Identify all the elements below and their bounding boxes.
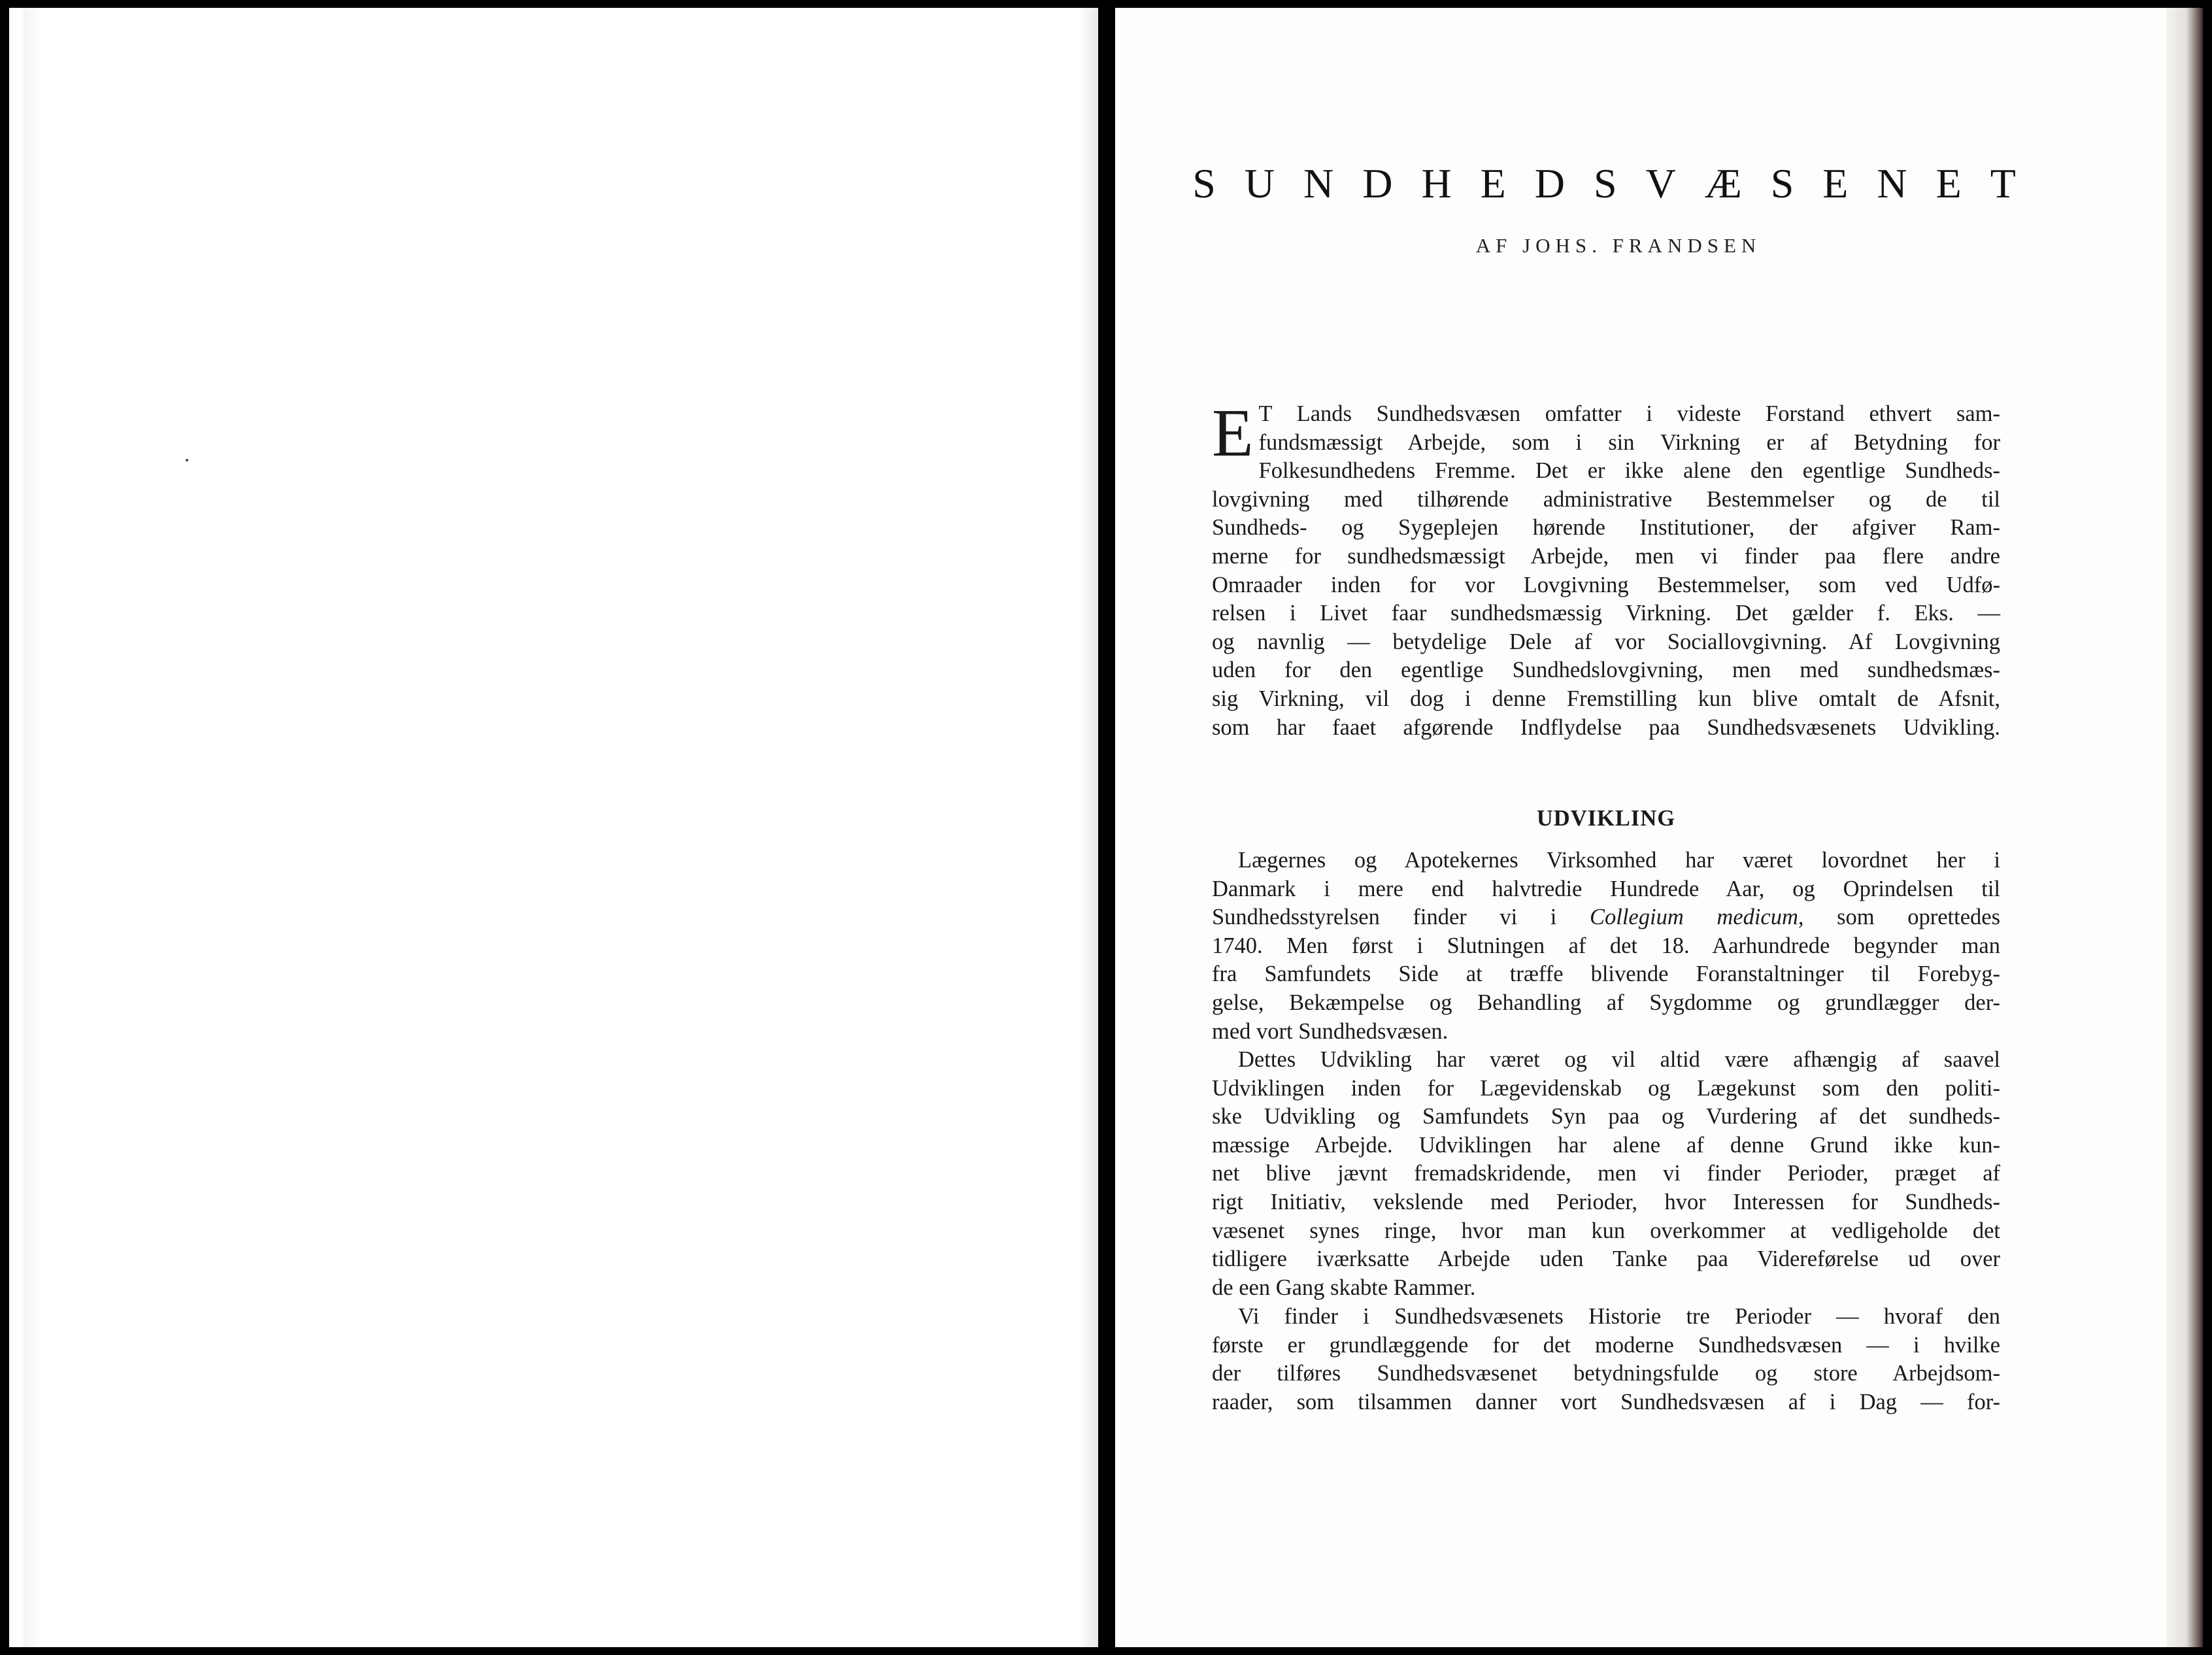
text-fragment: , som oprettedes xyxy=(1798,905,2000,930)
page-edge-shadow xyxy=(24,8,41,1647)
text-line: 1740. Men først i Slutningen af det 18. Aarhundrede begynder man xyxy=(1212,933,2000,958)
text-line: Sundheds- og Sygeplejen hørende Institutioner, der afgiver Ram- xyxy=(1212,515,2000,541)
text-line: fra Samfundets Side at træffe blivende Foranstaltninger til Forebyg- xyxy=(1212,961,2000,987)
page-title: SUNDHEDSVÆSENET xyxy=(1192,160,2045,207)
text-line: som har faaet afgørende Indflydelse paa Sundhedsvæsenets Udvikling. xyxy=(1212,714,2000,740)
right-page xyxy=(1115,8,2203,1647)
text-line: raader, som tilsammen danner vort Sundhedsvæsen af i Dag — for- xyxy=(1212,1389,2000,1414)
text-line: tidligere iværksatte Arbejde uden Tanke paa Videreførelse ud over xyxy=(1212,1246,2000,1272)
text-line: der tilføres Sundhedsvæsenet betydningsfulde og store Arbejdsom- xyxy=(1212,1361,2000,1386)
text-line: Omraader inden for vor Lovgivning Bestemmelser, som ved Udfø- xyxy=(1212,572,2000,597)
text-line: gelse, Bekæmpelse og Behandling af Sygdomme og grundlægger der- xyxy=(1212,990,2000,1015)
text-line: og navnlig — betydelige Dele af vor Sociallovgivning. Af Lovgivning xyxy=(1212,629,2000,654)
text-line: relsen i Livet faar sundhedsmæssig Virkning. Det gælder f. Eks. — xyxy=(1212,601,2000,626)
text-line: merne for sundhedsmæssigt Arbejde, men vi finder paa flere andre xyxy=(1212,543,2000,569)
text-line: med vort Sundhedsvæsen. xyxy=(1212,1018,1449,1044)
body-paragraph-3 xyxy=(1212,1303,2000,1416)
text-line: Folkesundhedens Fremme. Det er ikke alene den egentlige Sundheds- xyxy=(1258,458,2000,484)
text-line: lovgivning med tilhørende administrative Bestemmelser og de til xyxy=(1212,486,2000,512)
text-line: de een Gang skabte Rammer. xyxy=(1212,1275,1476,1300)
text-line: Danmark i mere end halvtredie Hundrede Aar, og Oprindelsen til xyxy=(1212,876,2000,901)
text-fragment: Sundhedsstyrelsen finder vi i xyxy=(1212,905,1590,930)
text-line: ske Udvikling og Samfundets Syn paa og Vurdering af det sundheds- xyxy=(1212,1104,2000,1129)
body-paragraph-1 xyxy=(1212,846,2000,1046)
text-line: rigt Initiativ, vekslende med Perioder, hvor Interessen for Sundheds- xyxy=(1212,1189,2000,1214)
italic-term: Collegium medicum xyxy=(1590,905,1798,930)
text-line: mæssige Arbejde. Udviklingen har alene af denne Grund ikke kun- xyxy=(1212,1132,2000,1158)
dust-speck xyxy=(186,459,188,461)
text-line: sig Virkning, vil dog i denne Fremstilling kun blive omtalt de Afsnit, xyxy=(1212,686,2000,711)
text-line: Lægernes og Apotekernes Virksomhed har været lovordnet her i xyxy=(1238,848,2000,873)
text-line: Vi finder i Sundhedsvæsenets Historie tre Perioder — hvoraf den xyxy=(1238,1304,2000,1329)
text-line: første er grundlæggende for det moderne Sundhedsvæsen — i hvilke xyxy=(1212,1332,2000,1358)
text-line: Udviklingen inden for Lægevidenskab og Lægekunst som den politi- xyxy=(1212,1075,2000,1101)
body-paragraph-2 xyxy=(1212,1046,2000,1302)
intro-paragraph xyxy=(1212,395,2000,742)
text-line: fundsmæssigt Arbejde, som i sin Virkning er af Betydning for xyxy=(1258,429,2000,455)
text-line: Dettes Udvikling har været og vil altid være afhængig af saavel xyxy=(1238,1047,2000,1072)
section-heading: UDVIKLING xyxy=(1536,806,1676,831)
spine-shadow xyxy=(1079,8,1098,1647)
text-line: væsenet synes ringe, hvor man kun overkommer at vedligeholde det xyxy=(1212,1218,2000,1243)
left-page xyxy=(9,8,1098,1647)
text-line: T Lands Sundhedsvæsen omfatter i videste Forstand ethvert sam- xyxy=(1258,401,2000,426)
drop-cap: E xyxy=(1212,395,1254,471)
text-line-with-italic xyxy=(1212,903,2000,932)
text-line: uden for den egentlige Sundhedslovgivning, men med sundhedsmæs- xyxy=(1212,658,2000,683)
page-edge-shadow xyxy=(2166,8,2203,1647)
author-byline: AF JOHS. FRANDSEN xyxy=(1475,234,1762,257)
text-line: net blive jævnt fremadskridende, men vi finder Perioder, præget af xyxy=(1212,1161,2000,1186)
